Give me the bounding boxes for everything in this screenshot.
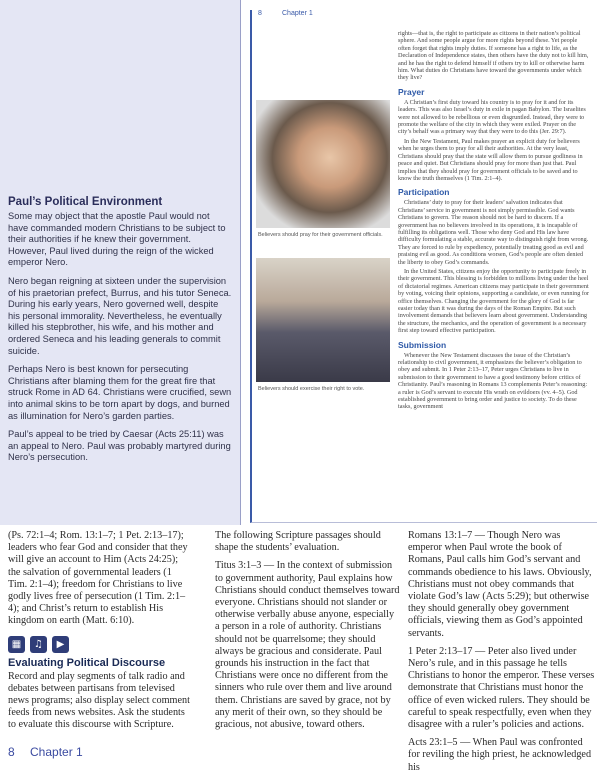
section-paragraph: A Christian’s first duty toward his country is to pray for it and for its leaders. This was also Israel’s duty in exile in pagan Babylon. The Israelites were not allowed to be rebellious or even disgruntled. Instead, they were to promote the welfare of the city in which they were exiled. Prayer on the city’s behalf was a primary way that they were to do this (Jer. 29:7).	[398, 98, 586, 136]
audio-icon[interactable]: ♫	[30, 636, 47, 653]
page-header	[252, 8, 592, 24]
section-heading-prayer: Prayer	[398, 86, 425, 97]
teacher-column-3	[408, 530, 596, 780]
col2-paragraph: Titus 3:1–3 — In the context of submission to government authority, Paul explains how Christians should conduct themselves toward everyone. Christians should not slander or otherwise verbally abuse anyone, especially a person in a role of authority. Christians should not be quarrelsome; they should always be gracious and considerate. Paul grounds his instruction in the fact that Christians were once no different from the sinners who rule over them and live around them. Christians are saved by grace, not by any merit of their own, so they should be gracious, not abusive, toward others.	[215, 560, 400, 731]
sidebar-title: Paul’s Political Environment	[8, 196, 163, 208]
sidebar-box	[8, 196, 232, 471]
sidebar-paragraph: Nero began reigning at sixteen under the supervision of his praetorian prefect, Burrus, and his tutor Seneca. During his early years, Nero governed well, despite his personal immorality. Nevertheless, he eventually killed his stepbrother, his wife, and his mother and ordered Seneca and his leading generals to commit suicide.	[8, 275, 232, 356]
section-paragraph: Christians’ duty to pray for their leaders’ salvation indicates that Christians’ service in government is not simply permissible. God wants Christians to govern. The reason should not be hard to discern. If a government has no believers involved in its operations, it is incapable of fulfilling its obligations well. Those who deny God and His law have difficulty formulating a stable, accurate way to distinguish right from wrong. They are forced to rule by expediency, potentially treating good as evil and praising evil as good. As conditions worsen, God’s people are often denied the liberty to obey God’s commands.	[398, 199, 589, 266]
resource-icons	[8, 636, 193, 653]
photo-caption: Believers should pray for their government officials.	[258, 232, 383, 238]
section-paragraph: In the New Testament, Paul makes prayer an explicit duty for believers when he urges them to pray for all their authorities. At the very least, Christians should pray that the state will allow them to pursue godliness in peace and quiet. But Christians should pray for more than just that. Paul implies that they should pray for government officials to be saved and to know the truth themselves (1 Tim. 2:1–4).	[398, 137, 583, 182]
footer-page-number: 8	[8, 745, 15, 759]
col1-paragraph: (Ps. 72:1–4; Rom. 13:1–7; 1 Pet. 2:13–17); leaders who fear God and consider that they will give an account to Him (Acts 24:25); the salvation of governmental leaders (1 Tim. 2:1–4); freedom for Christians to live godly lives free of persecution (1 Tim. 2:1–4); and Christ’s return to establish His kingdom on earth (Matt. 6:10).	[8, 530, 188, 627]
photo-caption: Believers should exercise their right to vote.	[258, 386, 365, 392]
section-heading-submission: Submission	[398, 339, 447, 350]
play-icon[interactable]: ▶	[52, 636, 69, 653]
page-header-chapter: Chapter 1	[282, 10, 313, 17]
photo-voters	[256, 258, 390, 382]
sidebar-paragraph: Paul’s appeal to be tried by Caesar (Acts 25:11) was an appeal to Nero. Paul was probably martyred during Nero’s persecution.	[8, 429, 231, 463]
page-footer	[8, 745, 598, 765]
book-icon[interactable]: ▦	[8, 636, 25, 653]
page-intro: rights—that is, the right to participate as citizens in their nation’s political sphere. And some people argue for more rights beyond these. Yet people often forget that rights imply duties. If someone has a right to life, as the Declaration of Independence states, then others have the duty not to kill him, and he has the right to defend himself if others try to kill or otherwise harm him. What duties do Christians have toward the governments under which they live?	[398, 30, 589, 82]
section-paragraph: Whenever the New Testament discusses the issue of the Christian’s relationship to civil government, it emphasizes the believer’s obligation to obey and submit. In 1 Peter 2:13–17, Peter urges Christians to live in submission to their government to have a good testimony before critics of Christianity. Paul’s reasoning in Romans 13 complements Peter’s reasoning: a ruler is God’s servant to execute His wrath on evildoers (vv. 4–5). God established government to bring order and justice to society. To do these tasks, government	[398, 351, 588, 411]
sidebar-paragraph: Perhaps Nero is best known for persecuting Christians after blaming them for the great fire that struck Rome in AD 64. Christians were crucified, sewn into animal skins to be torn apart by dogs, and burned as illumination for Nero’s garden parties.	[8, 364, 232, 421]
section-heading-participation: Participation	[398, 187, 450, 198]
page-header-number: 8	[258, 10, 262, 17]
teacher-column-2	[215, 530, 400, 737]
sidebar-paragraph: Some may object that the apostle Paul would not have commanded modern Christians to be subject to their authorities if he knew their government. However, Paul lived during the reign of the wicked emperor Nero.	[8, 211, 226, 268]
section-paragraph: In the United States, citizens enjoy the opportunity to participate freely in their government. This blessing is forbidden to millions living under the heel of dictatorial regimes. American citizens may participate in their government by voting, voicing their opinions, supporting a candidate, or even running for office themselves. Changing the government for the glory of God is far easier today than it was during the days of the Roman Empire. But such involvement demands that believers learn about government. Understanding the structure, the mechanics, and the operation of government is a necessary first step toward effective participation.	[398, 267, 590, 335]
col3-paragraph: Acts 23:1–5 — When Paul was confronted for reviling the high priest, he acknowledged his	[408, 737, 592, 773]
col2-intro: The following Scripture passages should shape the students’ evaluation.	[215, 530, 381, 554]
page-text-column	[398, 30, 590, 413]
evaluating-discourse-paragraph: Record and play segments of talk radio and debates between partisans from televised news programs; also display select comment feeds from news websites. Ask the students to evaluate this discourse with Scripture.	[8, 670, 190, 731]
evaluating-discourse-title: Evaluating Political Discourse	[8, 656, 166, 669]
col3-paragraph: Romans 13:1–7 — Though Nero was emperor when Paul wrote the book of Romans, Paul calls him God’s servant and commands obedience to his laws. Obviously, Christians must not obey commands that violate God’s law (Acts 5:29); but otherwise they should generally obey government officials, viewing them as God’s appointed servants.	[408, 530, 592, 639]
col3-paragraph: 1 Peter 2:13–17 — Peter also lived under Nero’s rule, and in this passage he tells Christians to honor the emperor. These verses demonstrate that Christians must honor the office of even wicked rulers. They should be careful to speak respectfully, even when they disagree with a ruler’s policies and actions.	[408, 645, 595, 731]
footer-chapter: Chapter 1	[30, 745, 83, 759]
photo-praying-man	[256, 100, 390, 228]
teacher-column-1	[8, 530, 193, 738]
